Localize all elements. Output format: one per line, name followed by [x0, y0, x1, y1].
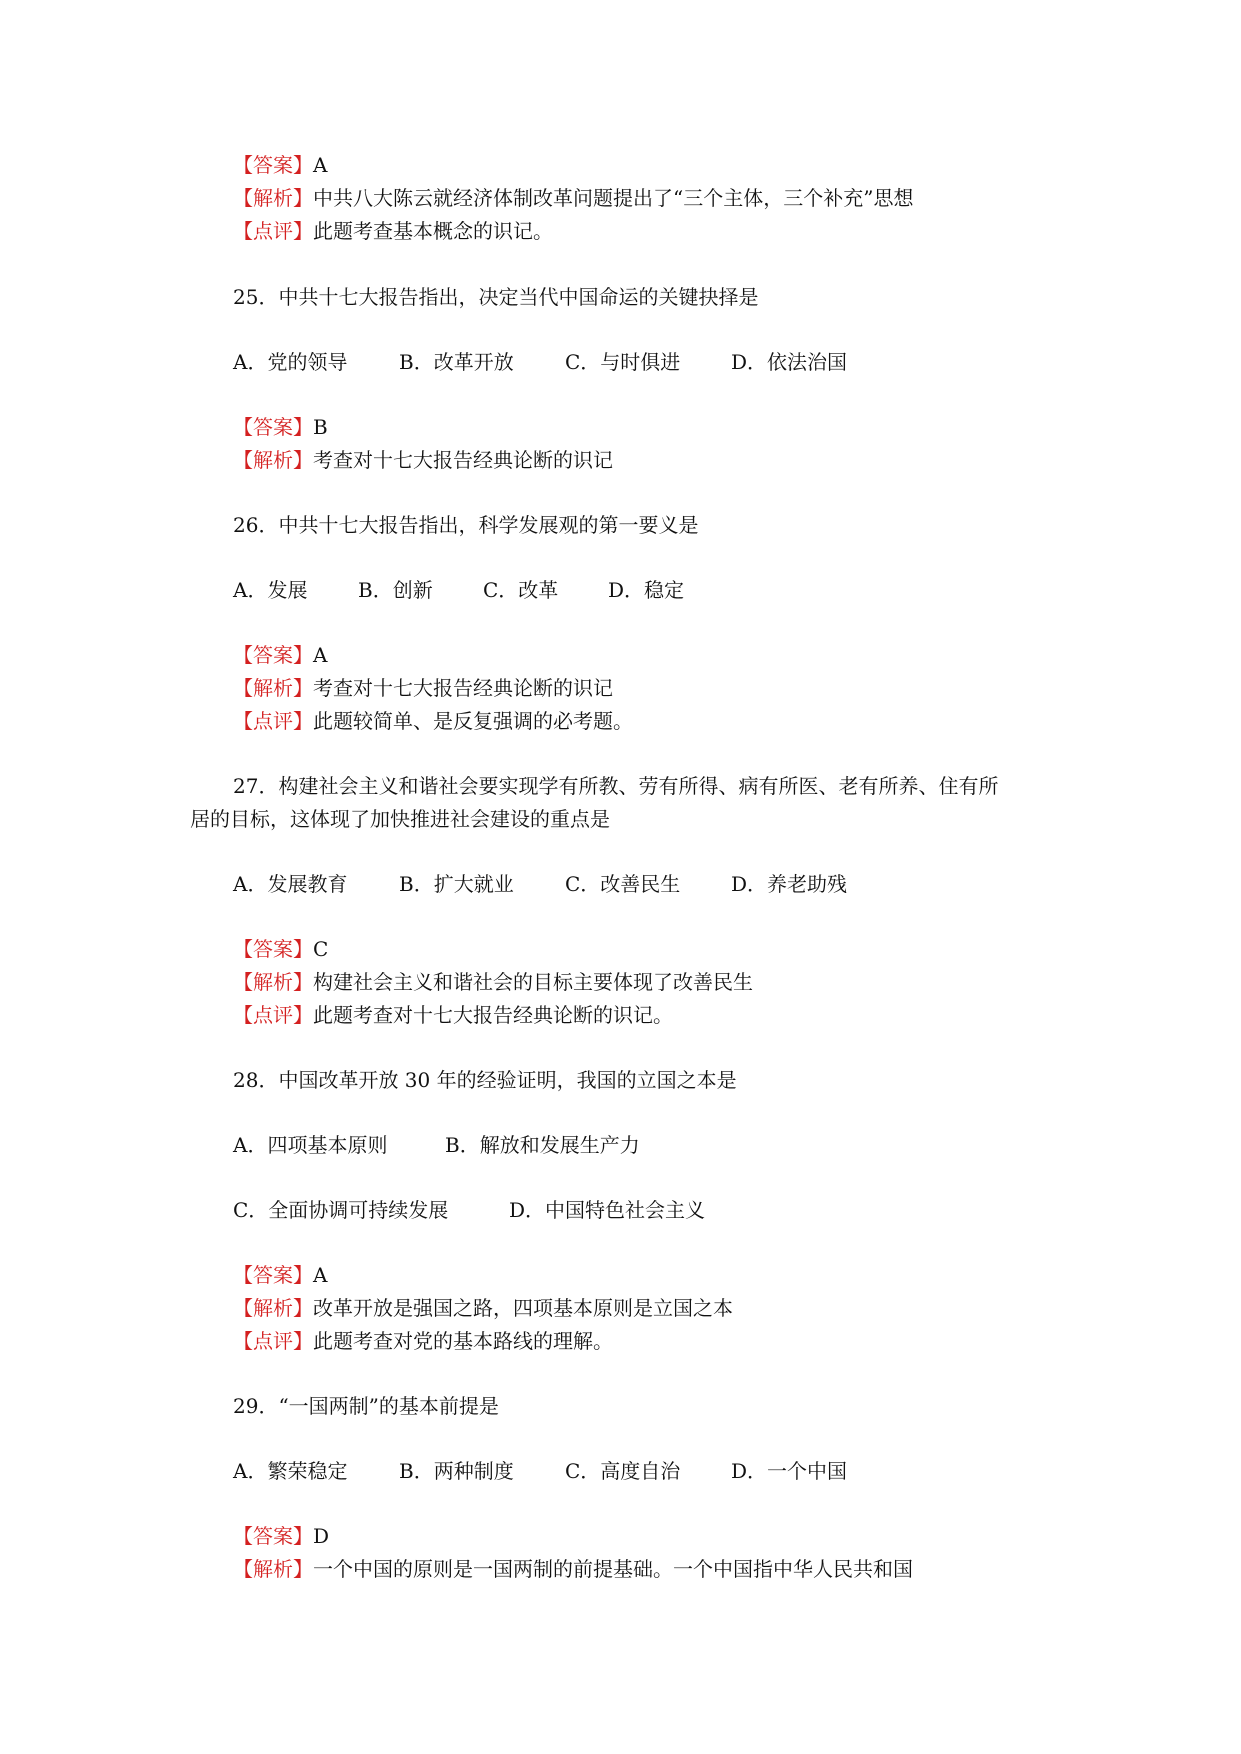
answer-line: [233, 414, 328, 440]
analysis-text: 中共八大陈云就经济体制改革问题提出了“三个主体，三个补充”思想: [313, 186, 914, 210]
answer-tag: 【答案】: [233, 937, 313, 961]
option-a: A．发展: [233, 578, 308, 602]
option-c: C．改善民生: [565, 872, 681, 896]
answer-value: A: [313, 1263, 328, 1287]
option-b: B．解放和发展生产力: [445, 1133, 640, 1157]
analysis-text: 改革开放是强国之路，四项基本原则是立国之本: [313, 1296, 733, 1320]
option-c: C．改革: [483, 578, 559, 602]
question-27-stem-line-2: 居的目标，这体现了加快推进社会建设的重点是: [190, 807, 610, 831]
option-b: B．改革开放: [399, 350, 514, 374]
option-d: D．依法治国: [731, 350, 848, 374]
comment-line: [233, 1002, 673, 1028]
question-26-options: [233, 577, 684, 603]
option-d: D．养老助残: [731, 872, 848, 896]
analysis-text: 一个中国的原则是一国两制的前提基础。一个中国指中华人民共和国: [313, 1557, 913, 1581]
analysis-line: [233, 447, 613, 473]
analysis-text: 考查对十七大报告经典论断的识记: [313, 676, 613, 700]
question-25-options: [233, 349, 847, 375]
comment-text: 此题较简单、是反复强调的必考题。: [313, 709, 633, 733]
analysis-tag: 【解析】: [233, 186, 313, 210]
comment-text: 此题考查对党的基本路线的理解。: [313, 1329, 613, 1353]
option-c: C．高度自治: [565, 1459, 681, 1483]
option-c: C．全面协调可持续发展: [233, 1198, 449, 1222]
question-27-stem-line-1: 27．构建社会主义和谐社会要实现学有所教、劳有所得、病有所医、老有所养、住有所: [233, 774, 999, 798]
option-b: B．创新: [358, 578, 433, 602]
comment-line: [233, 1328, 613, 1354]
answer-tag: 【答案】: [233, 1524, 313, 1548]
option-a: A．繁荣稳定: [233, 1459, 348, 1483]
analysis-tag: 【解析】: [233, 676, 313, 700]
answer-value: C: [313, 937, 329, 961]
option-b: B．扩大就业: [399, 872, 514, 896]
comment-text: 此题考查对十七大报告经典论断的识记。: [313, 1003, 673, 1027]
comment-tag: 【点评】: [233, 1003, 313, 1027]
analysis-line: [233, 1295, 733, 1321]
comment-line: [233, 708, 633, 734]
option-d: D．一个中国: [731, 1459, 848, 1483]
answer-line: [233, 152, 327, 178]
analysis-text: 考查对十七大报告经典论断的识记: [313, 448, 613, 472]
answer-line: [233, 642, 327, 668]
option-d: D．中国特色社会主义: [509, 1198, 706, 1222]
option-a: A．党的领导: [233, 350, 348, 374]
analysis-tag: 【解析】: [233, 970, 313, 994]
answer-line: [233, 936, 328, 962]
answer-value: A: [313, 153, 328, 177]
comment-tag: 【点评】: [233, 219, 313, 243]
analysis-line: [233, 675, 613, 701]
analysis-line: [233, 969, 753, 995]
option-a: A．四项基本原则: [233, 1133, 388, 1157]
comment-line: [233, 218, 553, 244]
question-26-stem: 26．中共十七大报告指出，科学发展观的第一要义是: [233, 513, 699, 537]
answer-value: D: [313, 1524, 330, 1548]
question-28-stem: 28．中国改革开放 30 年的经验证明，我国的立国之本是: [233, 1068, 737, 1092]
comment-tag: 【点评】: [233, 1329, 313, 1353]
answer-tag: 【答案】: [233, 1263, 313, 1287]
answer-value: B: [313, 415, 328, 439]
answer-tag: 【答案】: [233, 415, 313, 439]
option-b: B．两种制度: [399, 1459, 514, 1483]
answer-line: [233, 1523, 329, 1549]
question-25-stem: 25．中共十七大报告指出，决定当代中国命运的关键抉择是: [233, 285, 759, 309]
question-29-stem: 29．“一国两制”的基本前提是: [233, 1394, 499, 1418]
answer-tag: 【答案】: [233, 153, 313, 177]
comment-tag: 【点评】: [233, 709, 313, 733]
answer-value: A: [313, 643, 328, 667]
analysis-line: [233, 185, 913, 211]
analysis-tag: 【解析】: [233, 448, 313, 472]
option-a: A．发展教育: [233, 872, 348, 896]
analysis-line: [233, 1556, 913, 1582]
option-c: C．与时俱进: [565, 350, 681, 374]
answer-tag: 【答案】: [233, 643, 313, 667]
analysis-text: 构建社会主义和谐社会的目标主要体现了改善民生: [313, 970, 753, 994]
comment-text: 此题考查基本概念的识记。: [313, 219, 553, 243]
answer-line: [233, 1262, 327, 1288]
analysis-tag: 【解析】: [233, 1296, 313, 1320]
analysis-tag: 【解析】: [233, 1557, 313, 1581]
question-27-options: [233, 871, 847, 897]
question-28-options-row-1: [233, 1132, 640, 1158]
question-29-options: [233, 1458, 847, 1484]
option-d: D．稳定: [608, 578, 685, 602]
question-28-options-row-2: [233, 1197, 705, 1223]
